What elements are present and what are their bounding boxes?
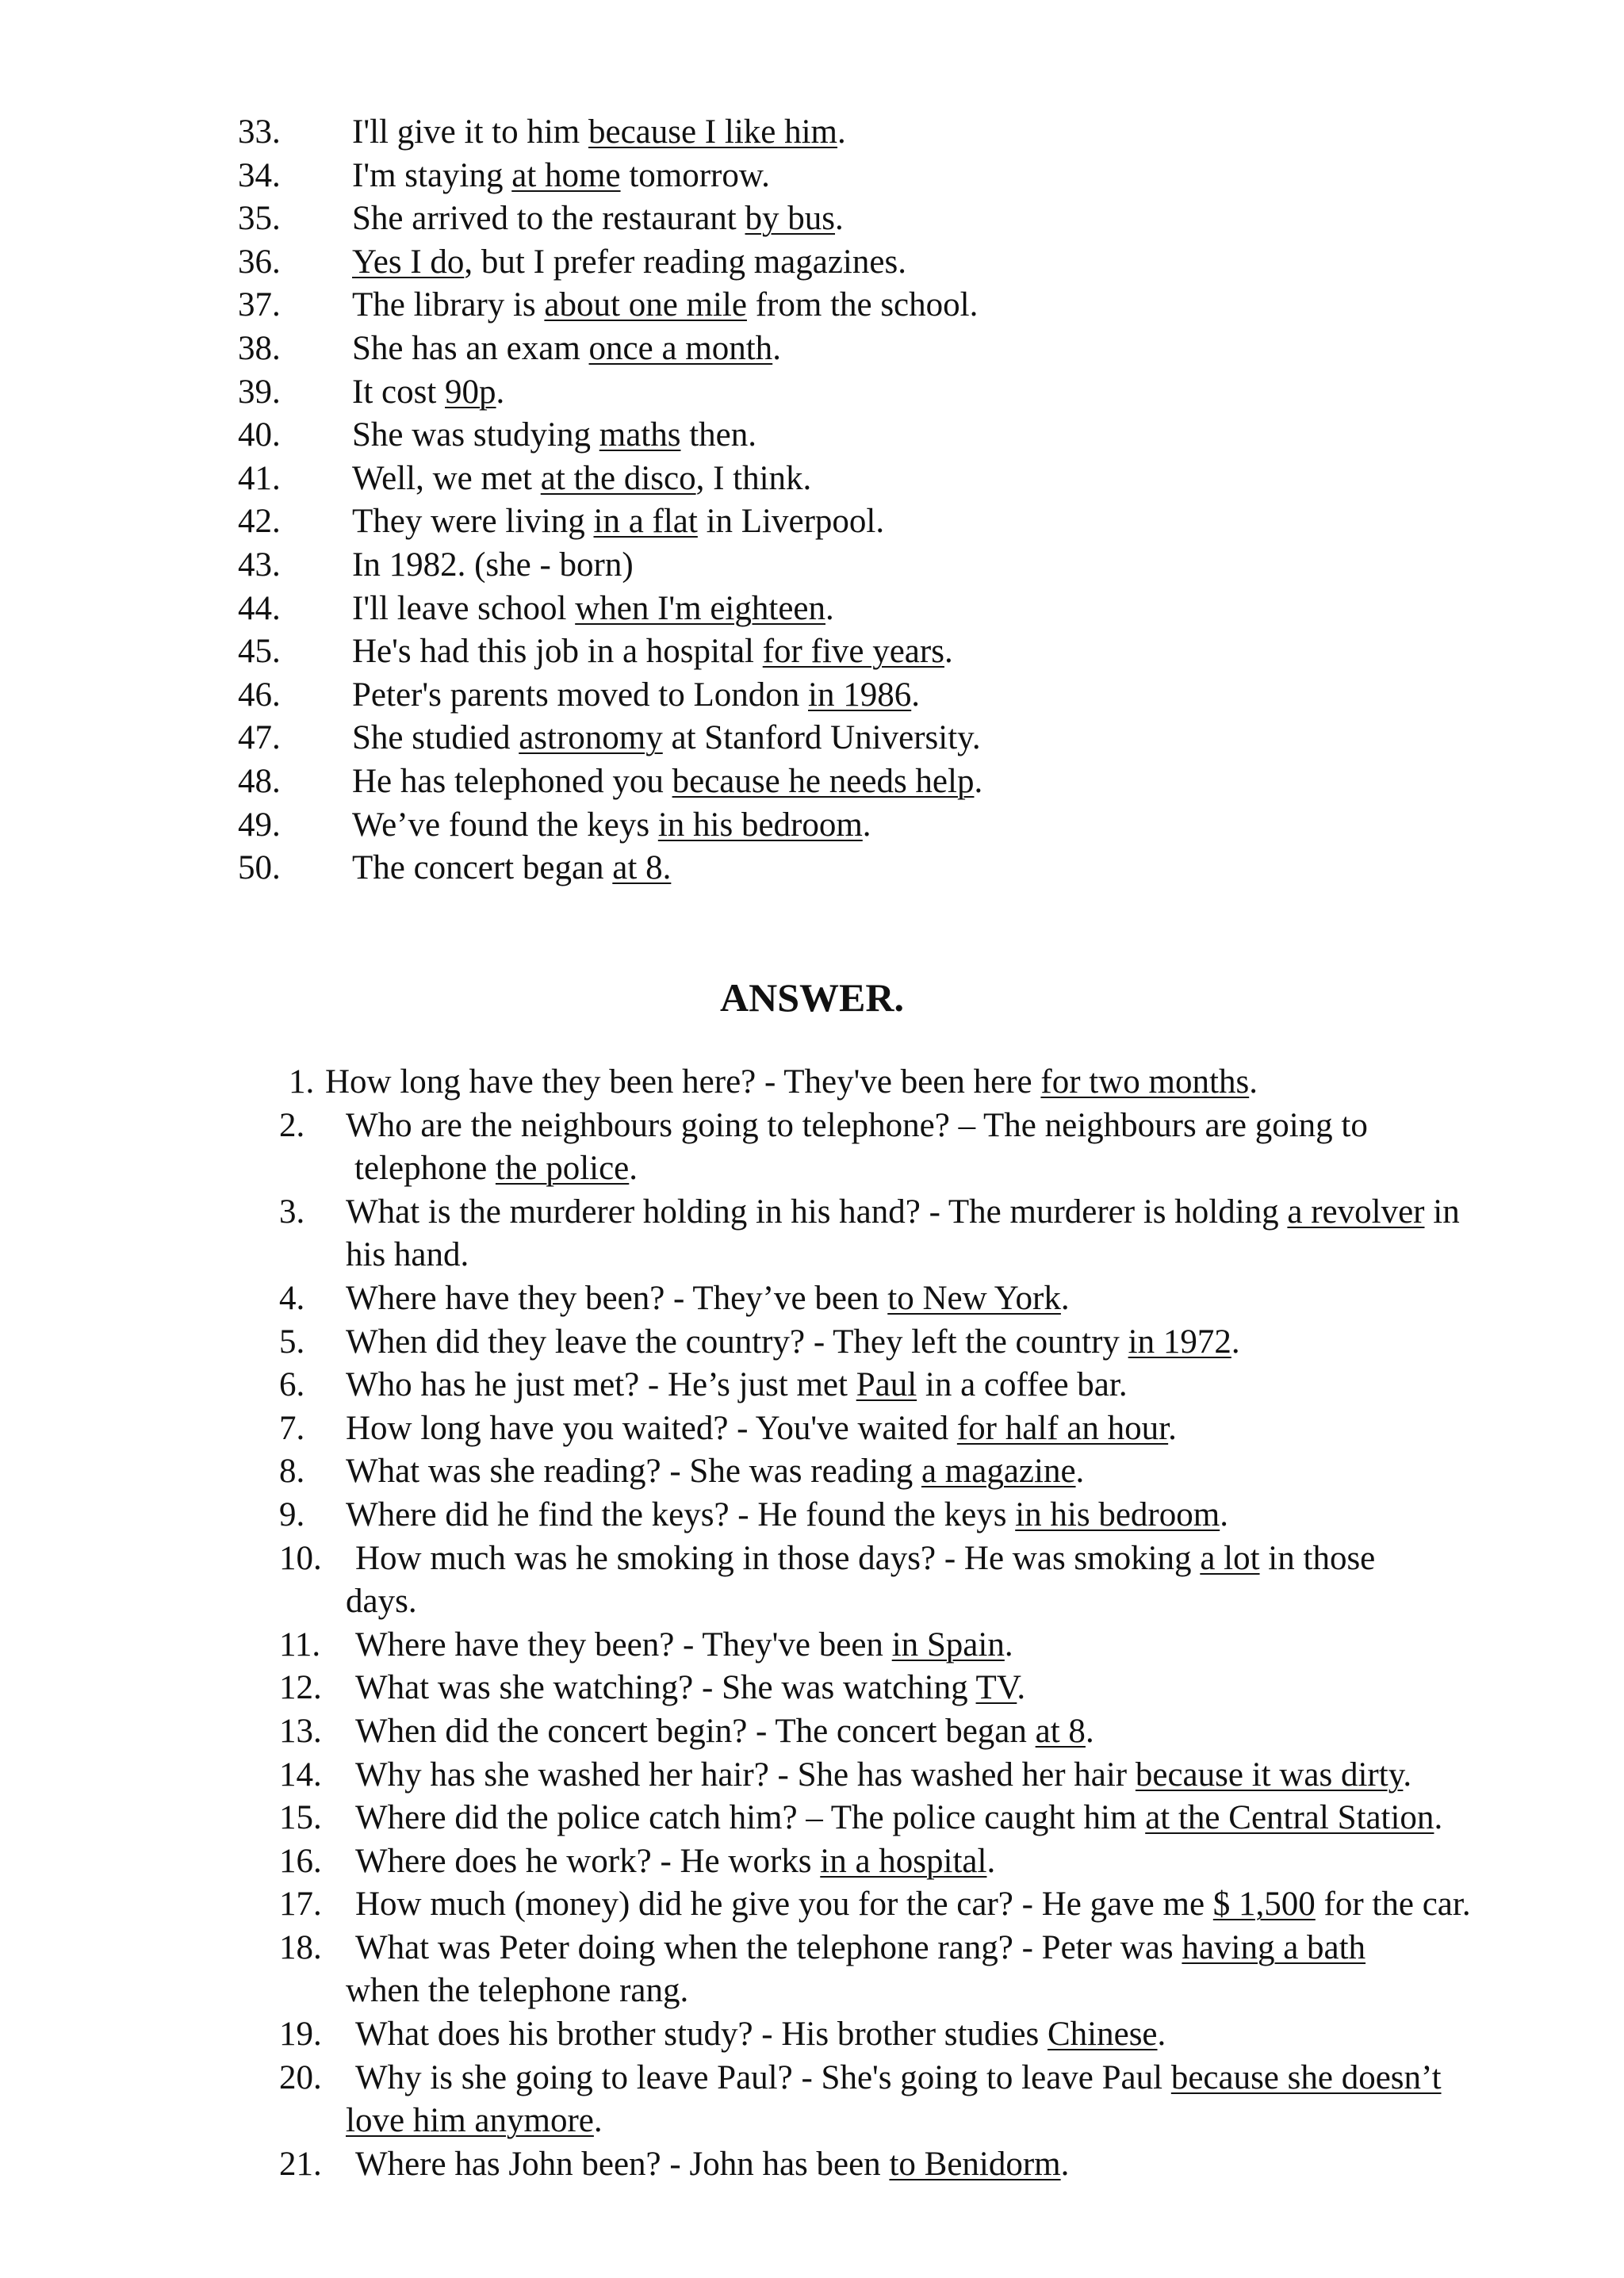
question-text	[352, 111, 846, 155]
answer-text	[325, 1061, 1258, 1105]
item-number: 15.	[279, 1799, 322, 1837]
question-row	[0, 327, 1624, 371]
question-row	[0, 760, 1624, 804]
text-segment: She studied	[352, 719, 519, 757]
item-number: 4.	[279, 1279, 305, 1317]
text-segment: Who are the neighbours going to telephone? – The neighbours are going to	[346, 1106, 1368, 1144]
answer-line	[0, 1364, 1624, 1407]
answer-continuation-line	[0, 2100, 1624, 2143]
answer-underline: love him anymore	[346, 2102, 594, 2140]
item-number: 43.	[238, 546, 281, 584]
answer-item	[0, 1450, 1624, 1494]
text-segment: .	[772, 329, 781, 367]
text-segment: Where have they been? - They’ve been	[346, 1279, 888, 1317]
answer-line	[0, 1840, 1624, 1884]
item-number: 45.	[238, 633, 281, 671]
text-segment: How much (money) did he give you for the car? - He gave me	[355, 1886, 1213, 1924]
item-number: 13.	[279, 1712, 322, 1750]
text-segment: telephone	[354, 1150, 496, 1188]
question-row	[0, 674, 1624, 718]
answer-text	[355, 1883, 1471, 1927]
text-segment: his hand.	[346, 1236, 469, 1274]
question-text	[352, 155, 770, 198]
text-segment: What is the murderer holding in his hand? - The murderer is holding	[346, 1193, 1288, 1231]
answer-text	[355, 2057, 1442, 2100]
answer-text	[346, 1234, 469, 1277]
answer-text	[346, 1580, 417, 1624]
answer-underline: astronomy	[519, 719, 663, 757]
answer-underline: because he needs help	[672, 762, 975, 800]
item-number: 42.	[238, 503, 281, 541]
text-segment: I'm staying	[352, 156, 512, 194]
answer-text	[355, 1537, 1375, 1581]
text-segment: .	[1085, 1712, 1094, 1750]
item-number: 40.	[238, 416, 281, 454]
text-segment: .	[1168, 1409, 1177, 1447]
answer-line	[0, 1754, 1624, 1798]
answer-item	[0, 1927, 1624, 2013]
answer-underline: to Benidorm	[889, 2145, 1061, 2183]
answer-text	[346, 1321, 1240, 1365]
answer-text	[346, 2100, 603, 2143]
question-row	[0, 284, 1624, 327]
text-segment: What does his brother study? - His brother studies	[355, 2016, 1048, 2054]
question-text	[352, 804, 871, 848]
text-segment: Where did the police catch him? – The police caught him	[355, 1799, 1146, 1837]
item-number: 41.	[238, 459, 281, 497]
answer-line	[0, 1321, 1624, 1365]
answer-line	[0, 2013, 1624, 2057]
text-segment: in those	[1259, 1539, 1376, 1577]
answer-item	[0, 1277, 1624, 1321]
answer-underline: when I'm eighteen	[575, 589, 825, 627]
text-segment: Who has he just met? - He’s just met	[346, 1366, 856, 1404]
answer-line	[0, 2143, 1624, 2187]
item-number: 2.	[279, 1106, 305, 1144]
answer-text	[346, 1105, 1368, 1148]
answer-line	[0, 1537, 1624, 1581]
question-text	[352, 500, 884, 544]
item-number: 38.	[238, 329, 281, 367]
text-segment: .	[496, 373, 505, 411]
answer-underline: Chinese	[1047, 2016, 1158, 2054]
answer-item	[0, 1321, 1624, 1365]
answer-underline: in his bedroom	[657, 806, 863, 844]
item-number: 35.	[238, 200, 281, 238]
question-row	[0, 804, 1624, 848]
item-number: 20.	[279, 2058, 322, 2096]
item-number: 12.	[279, 1669, 322, 1707]
answer-line	[0, 1883, 1624, 1927]
text-segment: .	[986, 1842, 996, 1880]
text-segment: Where has John been? - John has been	[355, 2145, 890, 2183]
text-segment: She arrived to the restaurant	[352, 200, 745, 238]
question-row	[0, 588, 1624, 631]
answer-underline: in Spain	[891, 1625, 1005, 1664]
item-number: 7.	[279, 1409, 305, 1447]
answer-underline: TV	[975, 1669, 1017, 1707]
text-segment: Why has she washed her hair? - She has washed her hair	[355, 1755, 1136, 1794]
question-row	[0, 371, 1624, 415]
question-text	[352, 414, 756, 458]
answer-underline: to New York	[887, 1279, 1061, 1317]
question-text	[352, 284, 978, 327]
text-segment: .	[837, 113, 846, 151]
text-segment: .	[1017, 1669, 1026, 1707]
answer-item	[0, 1840, 1624, 1884]
answer-text	[346, 1450, 1084, 1494]
text-segment: .	[1060, 2145, 1070, 2183]
answer-item	[0, 1494, 1624, 1537]
answer-line	[0, 1494, 1624, 1537]
answer-text	[346, 1277, 1070, 1321]
text-segment: .	[629, 1150, 638, 1188]
question-text	[352, 717, 981, 760]
answer-text	[355, 1754, 1411, 1798]
text-segment: She was studying	[352, 416, 599, 454]
answer-item	[0, 2013, 1624, 2057]
text-segment: .	[1434, 1799, 1443, 1837]
answer-underline: $ 1,500	[1212, 1886, 1316, 1924]
text-segment: .	[862, 806, 871, 844]
answer-item	[0, 2143, 1624, 2187]
answer-text	[355, 2013, 1166, 2057]
text-segment: Where does he work? - He works	[355, 1842, 821, 1880]
question-row	[0, 717, 1624, 760]
text-segment: They were living	[352, 503, 594, 541]
answer-underline: because she doesn’t	[1170, 2058, 1442, 2096]
answer-line	[0, 1277, 1624, 1321]
question-list	[0, 111, 1624, 890]
question-text	[352, 760, 982, 804]
text-segment: Why is she going to leave Paul? - She's going to leave Paul	[355, 2058, 1171, 2096]
answer-underline: once a month	[588, 329, 773, 367]
answer-underline: in 1986	[808, 676, 912, 714]
item-number: 19.	[279, 2016, 322, 2054]
answer-line	[0, 1624, 1624, 1667]
answer-underline: for half an hour	[956, 1409, 1169, 1447]
text-segment: The library is	[352, 286, 545, 324]
question-row	[0, 414, 1624, 458]
text-segment: , I think.	[695, 459, 812, 497]
answer-item	[0, 1797, 1624, 1840]
answer-line	[0, 2057, 1624, 2100]
text-segment: tomorrow.	[620, 156, 770, 194]
question-row	[0, 630, 1624, 674]
answer-text	[354, 1147, 638, 1191]
answer-text	[355, 1797, 1442, 1840]
answer-underline: because I like him	[588, 113, 838, 151]
question-text	[352, 588, 834, 631]
answer-text	[355, 1927, 1365, 1970]
text-segment: from the school.	[746, 286, 979, 324]
text-segment: How much was he smoking in those days? - He was smoking	[355, 1539, 1201, 1577]
text-segment: What was Peter doing when the telephone rang? - Peter was	[355, 1928, 1182, 1966]
item-number: 21.	[279, 2145, 322, 2183]
answer-underline: for two months	[1040, 1063, 1250, 1101]
answer-text	[355, 1667, 1025, 1710]
answer-text	[346, 1364, 1128, 1407]
answer-underline: by bus	[745, 200, 835, 238]
text-segment: then.	[680, 416, 757, 454]
question-row	[0, 111, 1624, 155]
text-segment: .	[1060, 1279, 1070, 1317]
answer-underline: at 8.	[612, 849, 672, 887]
question-text	[352, 544, 634, 588]
item-number: 36.	[238, 243, 281, 281]
answer-underline: at home	[511, 156, 621, 194]
text-segment: .	[1231, 1323, 1240, 1361]
answer-item	[0, 1364, 1624, 1407]
answer-line	[0, 1927, 1624, 1970]
item-number: 33.	[238, 113, 281, 151]
answer-underline: maths	[599, 416, 681, 454]
answer-text	[355, 2143, 1069, 2187]
item-number: 3.	[279, 1193, 305, 1231]
question-text	[352, 371, 504, 415]
answer-line	[0, 1710, 1624, 1754]
answer-underline: at the Central Station	[1145, 1799, 1434, 1837]
text-segment: .	[1075, 1453, 1085, 1491]
text-segment: I'll leave school	[352, 589, 576, 627]
answer-underline: at the disco	[540, 459, 696, 497]
answer-item	[0, 1667, 1624, 1710]
answer-underline: a magazine	[921, 1453, 1076, 1491]
answer-list	[0, 1061, 1624, 2186]
answer-item	[0, 1754, 1624, 1798]
answer-continuation-line	[0, 1970, 1624, 2013]
item-number: 17.	[279, 1886, 322, 1924]
answer-text	[355, 1624, 1013, 1667]
answer-underline: 90p	[445, 373, 496, 411]
answer-line	[0, 1407, 1624, 1451]
answer-item	[0, 1537, 1624, 1624]
text-segment: When did they leave the country? - They left the country	[346, 1323, 1128, 1361]
answer-text	[346, 1407, 1177, 1451]
item-number: 49.	[238, 806, 281, 844]
text-segment: in Liverpool.	[697, 503, 885, 541]
question-row	[0, 500, 1624, 544]
text-segment: How long have they been here? - They've been here	[325, 1063, 1041, 1101]
text-segment: .	[1004, 1625, 1013, 1664]
text-segment: What was she watching? - She was watching	[355, 1669, 976, 1707]
answer-text	[355, 1710, 1094, 1754]
item-number: 10.	[279, 1539, 322, 1577]
text-segment: Where did he find the keys? - He found the keys	[346, 1495, 1016, 1533]
item-number: 16.	[279, 1842, 322, 1880]
text-segment: .	[911, 676, 920, 714]
text-segment: in	[1424, 1193, 1460, 1231]
answer-item	[0, 1883, 1624, 1927]
answer-underline: a lot	[1200, 1539, 1260, 1577]
answer-underline: in a hospital	[820, 1842, 987, 1880]
answer-item	[0, 1407, 1624, 1451]
text-segment: Peter's parents moved to London	[352, 676, 808, 714]
answer-line	[0, 1105, 1624, 1148]
item-number: 8.	[279, 1453, 305, 1491]
text-segment: .	[825, 589, 834, 627]
item-number: 18.	[279, 1928, 322, 1966]
text-segment: It cost	[352, 373, 446, 411]
answer-continuation-line	[0, 1147, 1624, 1191]
item-number: 11.	[279, 1625, 321, 1664]
answer-heading: ANSWER.	[720, 975, 904, 1020]
text-segment: .	[593, 2102, 603, 2140]
answer-underline: the police	[495, 1150, 630, 1188]
answer-underline: about one mile	[544, 286, 747, 324]
item-number: 6.	[279, 1366, 305, 1404]
text-segment: .	[1403, 1755, 1412, 1794]
answer-underline: because it was dirty	[1135, 1755, 1404, 1794]
text-segment: What was she reading? - She was reading	[346, 1453, 921, 1491]
answer-underline: having a bath	[1182, 1928, 1366, 1966]
item-number: 9.	[279, 1495, 305, 1533]
answer-underline: a revolver	[1287, 1193, 1425, 1231]
answer-underline: Yes I do	[352, 243, 465, 281]
answer-line	[0, 1450, 1624, 1494]
text-segment: .	[974, 762, 983, 800]
question-text	[352, 630, 953, 674]
item-number: 47.	[238, 719, 281, 757]
answer-underline: Paul	[856, 1366, 917, 1404]
text-segment: She has an exam	[352, 329, 589, 367]
answer-text	[355, 1840, 995, 1884]
answer-line	[0, 1667, 1624, 1710]
answer-underline: for five years	[762, 633, 944, 671]
question-text	[352, 327, 781, 371]
question-text	[352, 241, 906, 285]
answer-continuation-line	[0, 1234, 1624, 1277]
answer-continuation-line	[0, 1580, 1624, 1624]
item-number: 37.	[238, 286, 281, 324]
question-text	[352, 197, 844, 241]
item-number: 48.	[238, 762, 281, 800]
item-number: 50.	[238, 849, 281, 887]
question-row	[0, 197, 1624, 241]
answer-underline: in his bedroom	[1015, 1495, 1220, 1533]
question-text	[352, 674, 920, 718]
text-segment: .	[1157, 2016, 1166, 2054]
item-number: 1.	[289, 1063, 315, 1101]
text-segment: , but I prefer reading magazines.	[464, 243, 906, 281]
text-segment: .	[835, 200, 844, 238]
text-segment: In 1982. (she - born)	[352, 546, 634, 584]
answer-text	[346, 1494, 1228, 1537]
question-row	[0, 155, 1624, 198]
answer-line	[0, 1797, 1624, 1840]
text-segment: Well, we met	[352, 459, 541, 497]
item-number: 14.	[279, 1755, 322, 1794]
question-row	[0, 544, 1624, 588]
answer-item	[0, 1105, 1624, 1191]
answer-underline: at 8	[1035, 1712, 1086, 1750]
text-segment: How long have you waited? - You've waited	[346, 1409, 957, 1447]
answer-text	[346, 1970, 688, 2013]
text-segment: when the telephone rang.	[346, 1972, 689, 2010]
question-row	[0, 847, 1624, 890]
answer-underline: in 1972	[1128, 1323, 1231, 1361]
text-segment: days.	[346, 1583, 417, 1621]
item-number: 5.	[279, 1323, 305, 1361]
answer-line	[0, 1191, 1624, 1235]
text-segment: at Stanford University.	[662, 719, 981, 757]
question-text	[352, 847, 671, 890]
text-segment: in a coffee bar.	[917, 1366, 1128, 1404]
text-segment: When did the concert begin? - The concert began	[355, 1712, 1036, 1750]
text-segment: We’ve found the keys	[352, 806, 658, 844]
answer-line	[0, 1061, 1624, 1105]
text-segment: .	[1220, 1495, 1228, 1533]
answer-item	[0, 1624, 1624, 1667]
text-segment: He's had this job in a hospital	[352, 633, 763, 671]
answer-item	[0, 2057, 1624, 2143]
text-segment: I'll give it to him	[352, 113, 588, 151]
answer-underline: in a flat	[593, 503, 698, 541]
question-row	[0, 458, 1624, 501]
question-row	[0, 241, 1624, 285]
answer-item	[0, 1191, 1624, 1277]
item-number: 44.	[238, 589, 281, 627]
item-number: 34.	[238, 156, 281, 194]
text-segment: Where have they been? - They've been	[355, 1625, 892, 1664]
text-segment: The concert began	[352, 849, 613, 887]
text-segment: for the car.	[1315, 1886, 1471, 1924]
answer-text	[346, 1191, 1460, 1235]
answer-item	[0, 1710, 1624, 1754]
text-segment: He has telephoned you	[352, 762, 672, 800]
question-text	[352, 458, 811, 501]
text-segment: .	[1249, 1063, 1258, 1101]
item-number: 46.	[238, 676, 281, 714]
text-segment: .	[944, 633, 953, 671]
item-number: 39.	[238, 373, 281, 411]
answer-item	[0, 1061, 1624, 1105]
